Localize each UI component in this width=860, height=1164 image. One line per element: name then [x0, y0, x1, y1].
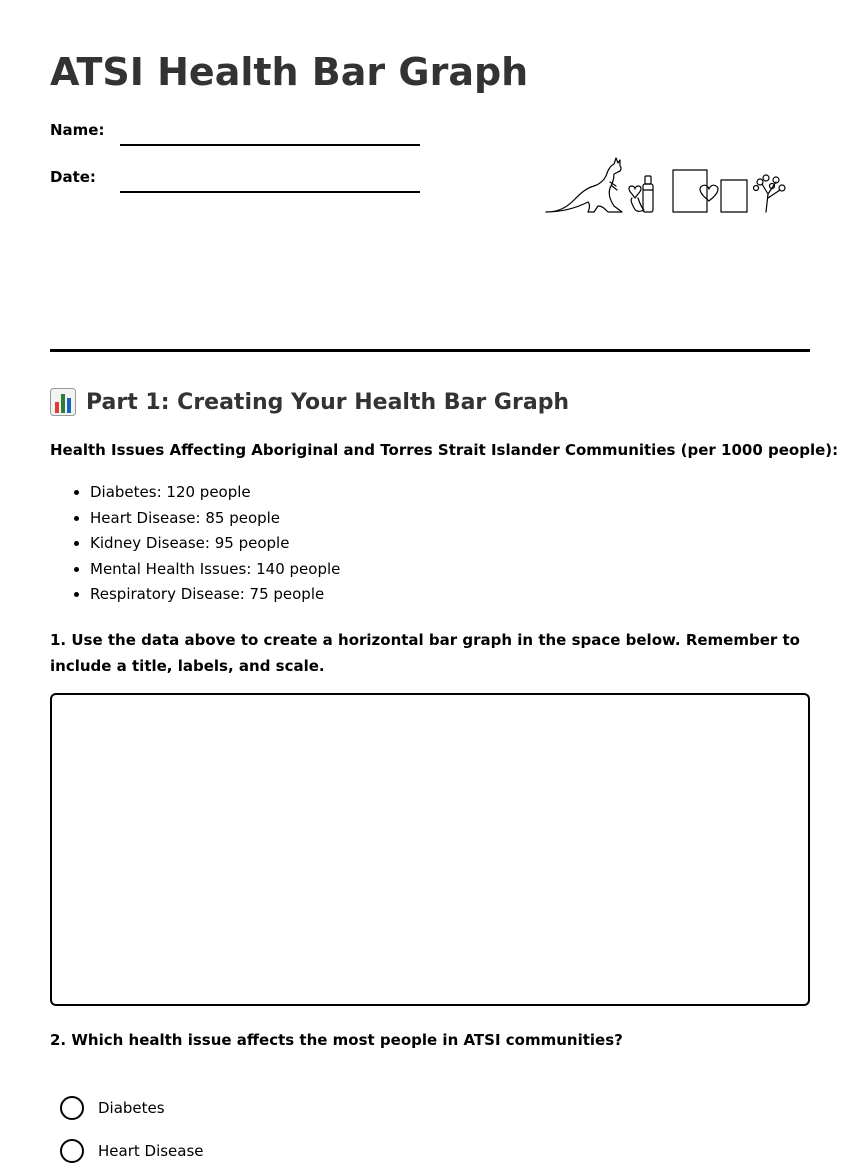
- radio-button[interactable]: [60, 1096, 84, 1120]
- bottle-icon: [643, 176, 653, 212]
- date-label: Date:: [50, 168, 96, 186]
- name-label: Name:: [50, 121, 105, 139]
- section-divider: [50, 349, 810, 352]
- radio-button[interactable]: [60, 1139, 84, 1163]
- option-heart-disease[interactable]: [60, 1138, 204, 1164]
- part1-heading: [50, 388, 569, 416]
- worksheet-title: ATSI Health Bar Graph: [50, 50, 529, 94]
- option-label: Diabetes: [98, 1099, 165, 1117]
- heart-box-icon: [673, 170, 747, 212]
- data-heading: Health Issues Affecting Aboriginal and Torres Strait Islander Communities (per 1000 people):: [50, 441, 839, 459]
- list-item: • Respiratory Disease: 75 people: [90, 582, 340, 608]
- bar-chart-icon: [50, 388, 76, 416]
- list-item: • Diabetes: 120 people: [90, 480, 340, 506]
- health-data-list: [50, 480, 340, 608]
- question-1: 1. Use the data above to create a horizontal bar graph in the space below. Remember to include a title, labels, and scale.: [50, 631, 800, 675]
- flower-icon: [754, 175, 786, 212]
- date-write-line[interactable]: [120, 191, 420, 193]
- list-item: • Mental Health Issues: 140 people: [90, 557, 340, 583]
- list-item: • Kidney Disease: 95 people: [90, 531, 340, 557]
- date-field-row: [50, 168, 420, 198]
- kangaroo-icon: [546, 158, 622, 212]
- option-label: Heart Disease: [98, 1142, 204, 1160]
- part1-heading-text: Part 1: Creating Your Health Bar Graph: [86, 389, 570, 415]
- question-2: 2. Which health issue affects the most people in ATSI communities?: [50, 1031, 623, 1049]
- heart-hand-icon: [629, 186, 644, 211]
- bar-graph-drawing-area[interactable]: [50, 693, 810, 1006]
- name-write-line[interactable]: [120, 144, 420, 146]
- list-item: • Heart Disease: 85 people: [90, 506, 340, 532]
- health-clipart: [544, 154, 788, 218]
- option-diabetes[interactable]: [60, 1095, 165, 1121]
- name-field-row: [50, 121, 420, 151]
